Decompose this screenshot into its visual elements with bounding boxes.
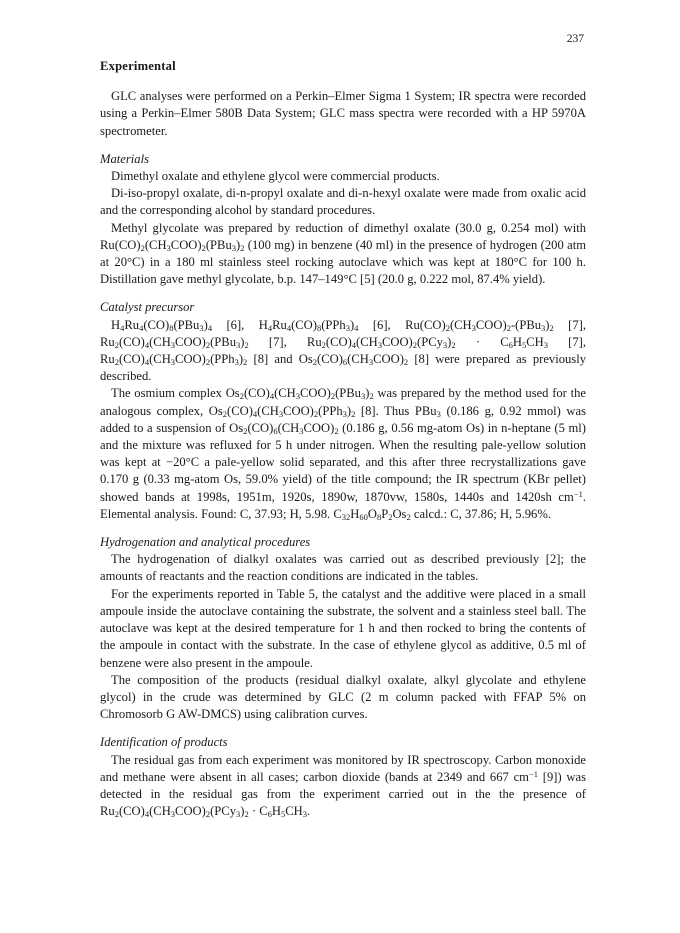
article-body — [100, 58, 586, 820]
catalyst-precursor-section — [100, 299, 586, 523]
intro-paragraph: GLC analyses were performed on a Perkin–Elmer Sigma 1 System; IR spectra were recorded using a Perkin–Elmer 580B Data System; GLC mass spectra were recorded with a HP 5970A spectrometer. — [100, 89, 586, 138]
paragraph: For the experiments reported in Table 5, the catalyst and the additive were placed in a small ampoule inside the autoclave containing the substrate, the solvent and a stainless steel ball. The autoclave was kept at the desired temperature for 1 h and then rocked to bring the contents of the ampoule in contact with the substrate. In the case of ethylene glycol as additive, 0.5 ml of benzene were also present in the ampoule. — [100, 586, 586, 670]
paragraph: The composition of the products (residual dialkyl oxalate, alkyl glycolate and ethylene glycol) in the crude was determined by GLC (2 m column packed with FFAP 5% on Chromosorb G AW-DMCS) using calibration curves. — [100, 672, 586, 722]
materials-title: Materials — [100, 151, 149, 166]
paragraph: Di-iso-propyl oxalate, di-n-propyl oxalate and di-n-hexyl oxalate were made from oxalic acid and the corresponding alcohol by standard procedures. — [100, 186, 586, 218]
paragraph: Dimethyl oxalate and ethylene glycol were commercial products. — [111, 169, 440, 184]
hydrogenation-title: Hydrogenation and analytical procedures — [100, 535, 311, 550]
paragraph: $H_4Ru_4(CO)_8(PBu_3)_4$ [6], $H_4Ru_4(CO)_8(PPh_3)_4$ [6], $Ru(CO)_2(CH_3COO)_2-(PBu_3)_2$ [7], $Ru_2(CO)_4(CH_3COO)_2(PBu_3)_2$ [7], $Ru_2(CO)_4(CH_3COO)_2(PCy_3)_2 \cdot C_6H_5CH_3$ [7], $Ru_2(CO)_4(CH_3COO)_2(PPh_3)_2$ [8] and $Os_2(CO)_6(CH_3COO)_2$ [8] were prepared as previously described. — [100, 317, 586, 384]
catalyst-precursor-title: Catalyst precursor — [100, 300, 195, 315]
section-heading: Experimental — [100, 59, 176, 73]
paragraph: Methyl glycolate was prepared by reduction of dimethyl oxalate (30.0 g, 0.254 mol) with $Ru(CO)_2(CH_3COO)_2(PBu_3)_2$ (100 mg) in benzene (40 ml) in the presence of hydrogen (200 atm at 20°C) in a 180 ml stainless steel rocking autoclave which was kept at 180°C for 100 h. Distillation gave methyl glycolate, b.p. 147–149°C [5] (20.0 g, 0.222 mol, 87.4% yield). — [100, 220, 586, 287]
identification-section — [100, 734, 586, 820]
hydrogenation-section — [100, 534, 586, 723]
materials-section — [100, 151, 586, 289]
paragraph: The osmium complex $Os_2(CO)_4(CH_3COO)_2(PBu_3)_2$ was prepared by the method used for the analogous complex, $Os_2(CO)_4(CH_3COO)_2(PPh_3)_2$ [8]. Thus PBu$_3$ (0.186 g, 0.92 mmol) was added to a suspension of $Os_2(CO)_6(CH_3COO)_2$ (0.186 g, 0.56 mg-atom Os) in n-heptane (5 ml) and the mixture was refluxed for 5 h under nitrogen. When the resulting pale-yellow solution was kept at −20°C a pale-yellow solid separated, and this after three recrystallizations gave 0.170 g (0.33 mg-atom Os, 59.0% yield) of the title compound; the IR spectrum (KBr pellet) showed bands at 1998s, 1951m, 1920s, 1890w, 1870vw, 1580s, 1440s and 1420sh $cm^{-1}$. Elemental analysis. Found: C, 37.93; H, 5.98. $C_{32}H_{60}O_8P_2Os_2$ calcd.: C, 37.86; H, 5.96%. — [100, 386, 586, 522]
page-number: 237 — [566, 33, 584, 45]
paragraph: The residual gas from each experiment was monitored by IR spectroscopy. Carbon monoxide and methane were absent in all cases; carbon dioxide (bands at 2349 and 667 $cm^{-1}$ [9]) was detected in the residual gas from the experiment carried out in the the presence of $Ru_2(CO)_4(CH_3COO)_2(PCy_3)_2 \cdot C_6H_5CH_3$. — [100, 752, 586, 820]
paragraph: The hydrogenation of dialkyl oxalates was carried out as described previously [2]; the amounts of reactants and the reaction conditions are indicated in the tables. — [100, 552, 586, 584]
identification-title: Identification of products — [100, 735, 228, 750]
